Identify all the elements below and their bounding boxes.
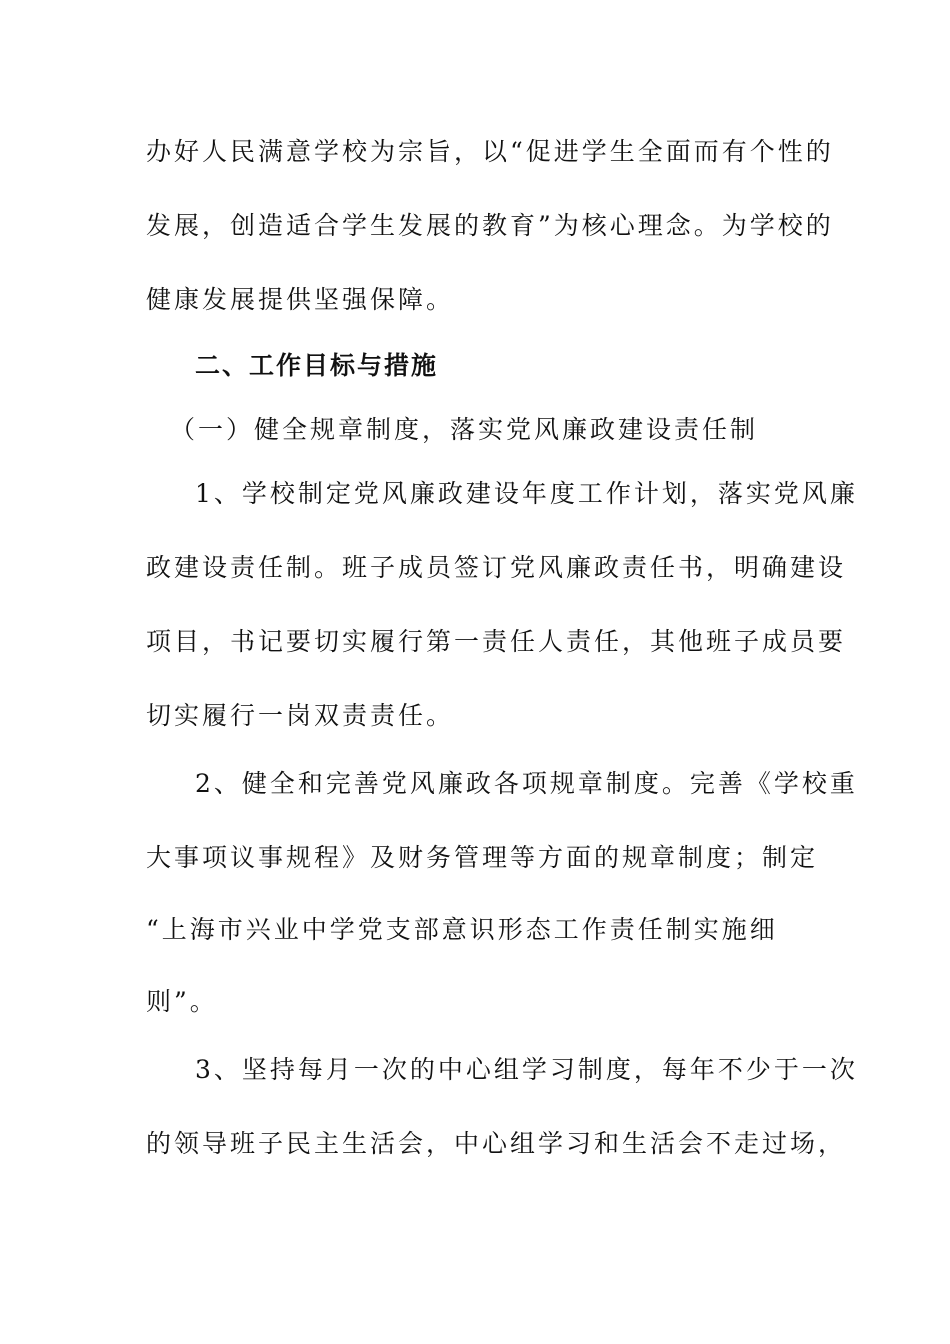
paragraph-line: 的领导班子民主生活会，中心组学习和生活会不走过场， xyxy=(146,1129,847,1158)
paragraph-line: 健康发展提供坚强保障。 xyxy=(146,285,455,314)
paragraph-line: 政建设责任制。班子成员签订党风廉政责任书，明确建设 xyxy=(146,553,847,582)
paragraph-line: 则”。 xyxy=(146,987,218,1016)
paragraph-line: 3、坚持每月一次的中心组学习制度，每年不少于一次 xyxy=(195,1055,858,1084)
paragraph-line: 2、健全和完善党风廉政各项规章制度。完善《学校重 xyxy=(195,769,858,798)
paragraph-line: 切实履行一岗双责责任。 xyxy=(146,701,455,730)
section-heading: 二、工作目标与措施 xyxy=(195,351,439,380)
paragraph-line: 大事项议事规程》及财务管理等方面的规章制度；制定 xyxy=(146,843,819,872)
paragraph-line: 项目，书记要切实履行第一责任人责任，其他班子成员要 xyxy=(146,627,847,656)
paragraph-line: 发展，创造适合学生发展的教育”为核心理念。为学校的 xyxy=(146,211,834,240)
paragraph-line: “上海市兴业中学党支部意识形态工作责任制实施细 xyxy=(146,915,778,944)
paragraph-line: 办好人民满意学校为宗旨，以“促进学生全面而有个性的 xyxy=(146,137,834,166)
subsection-heading: （一）健全规章制度，落实党风廉政建设责任制 xyxy=(170,415,759,444)
paragraph-line: 1、学校制定党风廉政建设年度工作计划，落实党风廉 xyxy=(195,479,858,508)
